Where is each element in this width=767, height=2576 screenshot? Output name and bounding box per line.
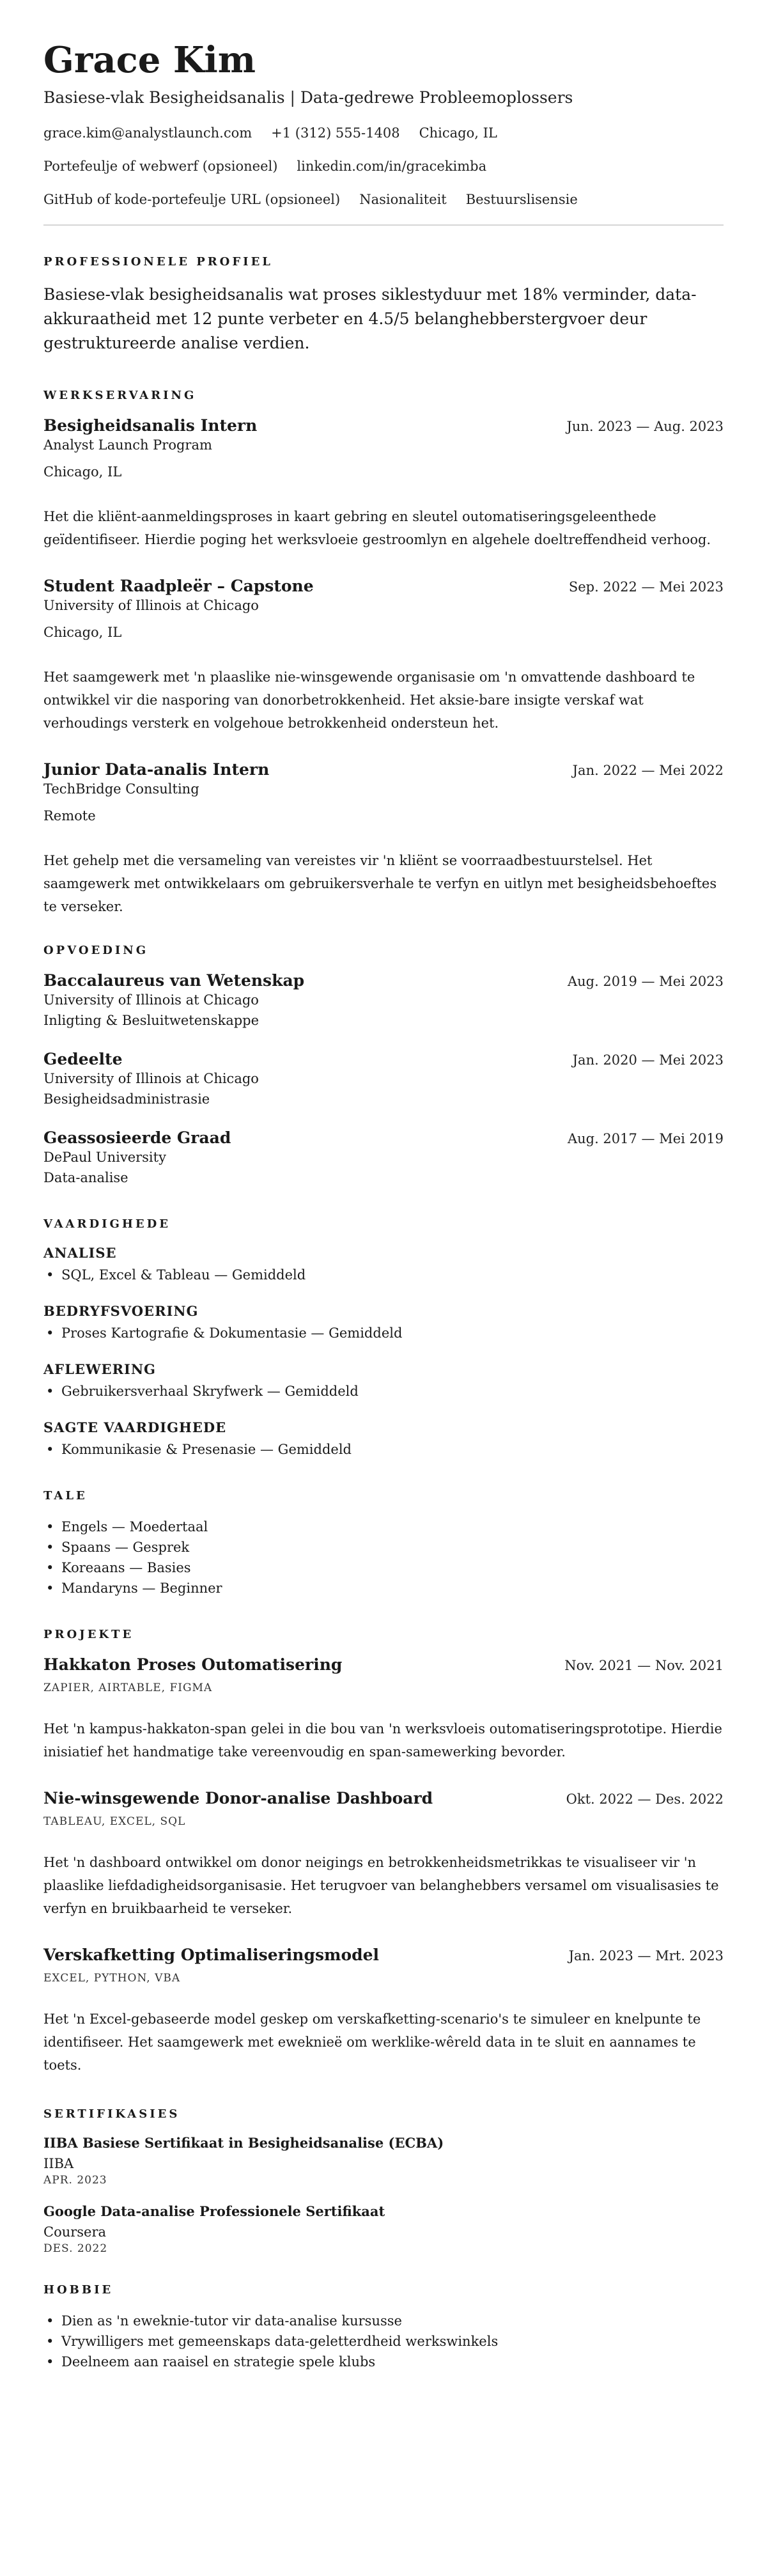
job-org: TechBridge Consulting (43, 781, 199, 797)
project-item (43, 1789, 724, 1920)
certifications-section (43, 2107, 724, 2255)
nationality: Nasionaliteit (359, 192, 447, 207)
degree-field: Data-analise (43, 1170, 128, 1185)
degree-title: Baccalaureus van Wetenskap (43, 971, 305, 990)
job-org: Analyst Launch Program (43, 437, 212, 453)
job-date: Sep. 2022 — Mei 2023 (568, 579, 724, 595)
section-title-profile: PROFESSIONELE PROFIEL (43, 255, 273, 269)
degree-title: Geassosieerde Graad (43, 1128, 231, 1147)
project-tech: ZAPIER, AIRTABLE, FIGMA (43, 1682, 213, 1694)
skills-section (43, 1217, 724, 1460)
project-item (43, 1946, 724, 2077)
languages-section (43, 1489, 724, 1598)
degree-date: Aug. 2017 — Mei 2019 (567, 1131, 724, 1146)
degree-field: Besigheidsadministrasie (43, 1091, 210, 1107)
job-description: Het gehelp met die versameling van vereistes vir 'n kliënt se voorraadbestuurstelsel. Het saamgewerk met ontwikkelaars om gebruikersverhale te verfyn en uitlyn met besigheidsbehoeftes te verseker. (43, 853, 717, 914)
job-title: Junior Data-analis Intern (43, 760, 270, 779)
resume-header (43, 38, 724, 208)
hobby-item: • Deelneem aan raaisel en strategie spele klubs (43, 2352, 724, 2372)
skill-item: • SQL, Excel & Tableau — Gemiddeld (43, 1265, 724, 1285)
project-date: Jan. 2023 — Mrt. 2023 (568, 1948, 724, 1963)
project-date: Nov. 2021 — Nov. 2021 (564, 1658, 724, 1673)
contact-row-1 (43, 125, 724, 141)
education-item (43, 1128, 724, 1188)
email-link[interactable]: grace.kim@analystlaunch.com (43, 125, 252, 141)
project-item (43, 1655, 724, 1763)
section-title-education: OPVOEDING (43, 944, 149, 957)
project-description: Het 'n Excel-gebaseerde model geskep om verskafketting-scenario's te simuleer en knelpunte te identifiseer. Het saamgewerk met eweknieë om werklike-wêreld data in te sluit en aannames te toets. (43, 2011, 701, 2073)
project-tech: EXCEL, PYTHON, VBA (43, 1972, 181, 1985)
certification-issuer: Coursera (43, 2224, 107, 2240)
section-title-certifications: SERTIFIKASIES (43, 2107, 180, 2121)
hobbies-section (43, 2283, 724, 2372)
education-section (43, 944, 724, 1188)
projects-section (43, 1628, 724, 2077)
experience-section (43, 389, 724, 918)
skill-list (43, 1265, 724, 1285)
profile-summary: Basiese-vlak besigheidsanalis wat proses siklestyduur met 18% verminder, data-akkuraatheid met 12 punte verbeter en 4.5/5 belanghebberstergvoer deur gestruktureerde analise verdien. (43, 285, 697, 352)
skill-list (43, 1381, 724, 1401)
experience-item (43, 577, 724, 735)
candidate-headline: Basiese-vlak Besigheidsanalis | Data-gedrewe Probleemoplossers (43, 88, 573, 107)
profile-section (43, 255, 724, 355)
job-title: Besigheidsanalis Intern (43, 416, 258, 435)
job-title: Student Raadpleër – Capstone (43, 577, 314, 595)
hobby-list (43, 2311, 724, 2372)
project-description: Het 'n kampus-hakkaton-span gelei in die bou van 'n werksvloeis outomatiseringsprototipe. Hierdie inisiatief het handmatige take vereenvoudig en span-samewerking bevorder. (43, 1721, 722, 1760)
certification-item (43, 2135, 724, 2187)
certification-date: DES. 2022 (43, 2242, 108, 2255)
job-description: Het saamgewerk met 'n plaaslike nie-winsgewende organisasie om 'n omvattende dashboard te ontwikkel vir die nasporing van donorbetrokkenheid. Het aksie-bare insigte verskaf wat verhoudings versterk en volgehoue betrokkenheid ondersteun het. (43, 669, 695, 731)
section-title-languages: TALE (43, 1489, 88, 1503)
skill-category: BEDRYFSVOERING (43, 1303, 199, 1319)
language-item: • Koreaans — Basies (43, 1557, 724, 1578)
project-title: Hakkaton Proses Outomatisering (43, 1655, 343, 1674)
project-description: Het 'n dashboard ontwikkel om donor neigings en betrokkenheidsmetrikkas te visualiseer vir 'n plaaslike liefdadigheidsorganisasie. Het terugvoer van belanghebbers versamel om visualisasies te verfyn en bruikbaarheid te verseker. (43, 1855, 719, 1916)
candidate-name: Grace Kim (43, 39, 256, 81)
job-location: Remote (43, 808, 96, 824)
language-item: • Engels — Moedertaal (43, 1517, 724, 1537)
language-list (43, 1517, 724, 1598)
education-item (43, 971, 724, 1031)
job-date: Jun. 2023 — Aug. 2023 (566, 419, 724, 434)
project-title: Nie-winsgewende Donor-analise Dashboard (43, 1789, 433, 1807)
drivers-license: Bestuurslisensie (465, 192, 578, 207)
hobby-item: • Dien as 'n eweknie-tutor vir data-analise kursusse (43, 2311, 724, 2331)
contact-row-2 (43, 158, 724, 175)
language-item: • Mandaryns — Beginner (43, 1578, 724, 1598)
school-name: DePaul University (43, 1150, 166, 1165)
school-name: University of Illinois at Chicago (43, 1071, 259, 1086)
degree-field: Inligting & Besluitwetenskappe (43, 1013, 260, 1028)
language-item: • Spaans — Gesprek (43, 1537, 724, 1557)
certification-issuer: IIBA (43, 2156, 74, 2171)
degree-title: Gedeelte (43, 1050, 123, 1068)
section-title-skills: VAARDIGHEDE (43, 1217, 171, 1231)
certification-item (43, 2203, 724, 2255)
skill-item: • Gebruikersverhaal Skryfwerk — Gemiddeld (43, 1381, 724, 1401)
section-title-projects: PROJEKTE (43, 1628, 134, 1641)
job-description: Het die kliënt-aanmeldingsproses in kaart gebring en sleutel outomatiseringsgeleenthede geïdentifiseer. Hierdie poging het werksvloeie gestroomlyn en algehele doeltreffendheid verhoog. (43, 509, 711, 547)
project-date: Okt. 2022 — Des. 2022 (566, 1791, 724, 1807)
skill-list (43, 1439, 724, 1460)
certification-name: Google Data-analise Professionele Sertifikaat (43, 2203, 385, 2219)
portfolio-link[interactable]: Portefeulje of webwerf (opsioneel) (43, 159, 278, 174)
location: Chicago, IL (419, 125, 497, 141)
project-title: Verskafketting Optimaliseringsmodel (43, 1946, 380, 1964)
certification-date: APR. 2023 (43, 2174, 107, 2187)
hobby-item: • Vrywilligers met gemeenskaps data-geletterdheid werkswinkels (43, 2331, 724, 2352)
skill-item: • Kommunikasie & Presenasie — Gemiddeld (43, 1439, 724, 1460)
section-title-hobbies: HOBBIE (43, 2283, 114, 2297)
linkedin-link[interactable]: linkedin.com/in/gracekimba (297, 159, 487, 174)
degree-date: Jan. 2020 — Mei 2023 (572, 1052, 724, 1068)
github-link[interactable]: GitHub of kode-portefeulje URL (opsioneel) (43, 192, 341, 207)
job-location: Chicago, IL (43, 464, 122, 480)
project-tech: TABLEAU, EXCEL, SQL (43, 1815, 186, 1828)
skill-category: ANALISE (43, 1245, 117, 1261)
skill-list (43, 1323, 724, 1343)
experience-item (43, 760, 724, 918)
phone-number[interactable]: +1 (312) 555-1408 (271, 125, 400, 141)
skill-category: SAGTE VAARDIGHEDE (43, 1419, 227, 1435)
school-name: University of Illinois at Chicago (43, 992, 259, 1008)
section-title-experience: WERKSERVARING (43, 389, 197, 402)
contact-row-3 (43, 191, 724, 208)
skill-item: • Proses Kartografie & Dokumentasie — Gemiddeld (43, 1323, 724, 1343)
experience-item (43, 416, 724, 551)
education-item (43, 1050, 724, 1109)
header-divider (43, 224, 724, 226)
job-location: Chicago, IL (43, 625, 122, 640)
certification-name: IIBA Basiese Sertifikaat in Besigheidsanalise (ECBA) (43, 2135, 444, 2151)
job-date: Jan. 2022 — Mei 2022 (572, 763, 724, 778)
skill-category: AFLEWERING (43, 1361, 156, 1377)
degree-date: Aug. 2019 — Mei 2023 (567, 974, 724, 989)
job-org: University of Illinois at Chicago (43, 598, 259, 613)
